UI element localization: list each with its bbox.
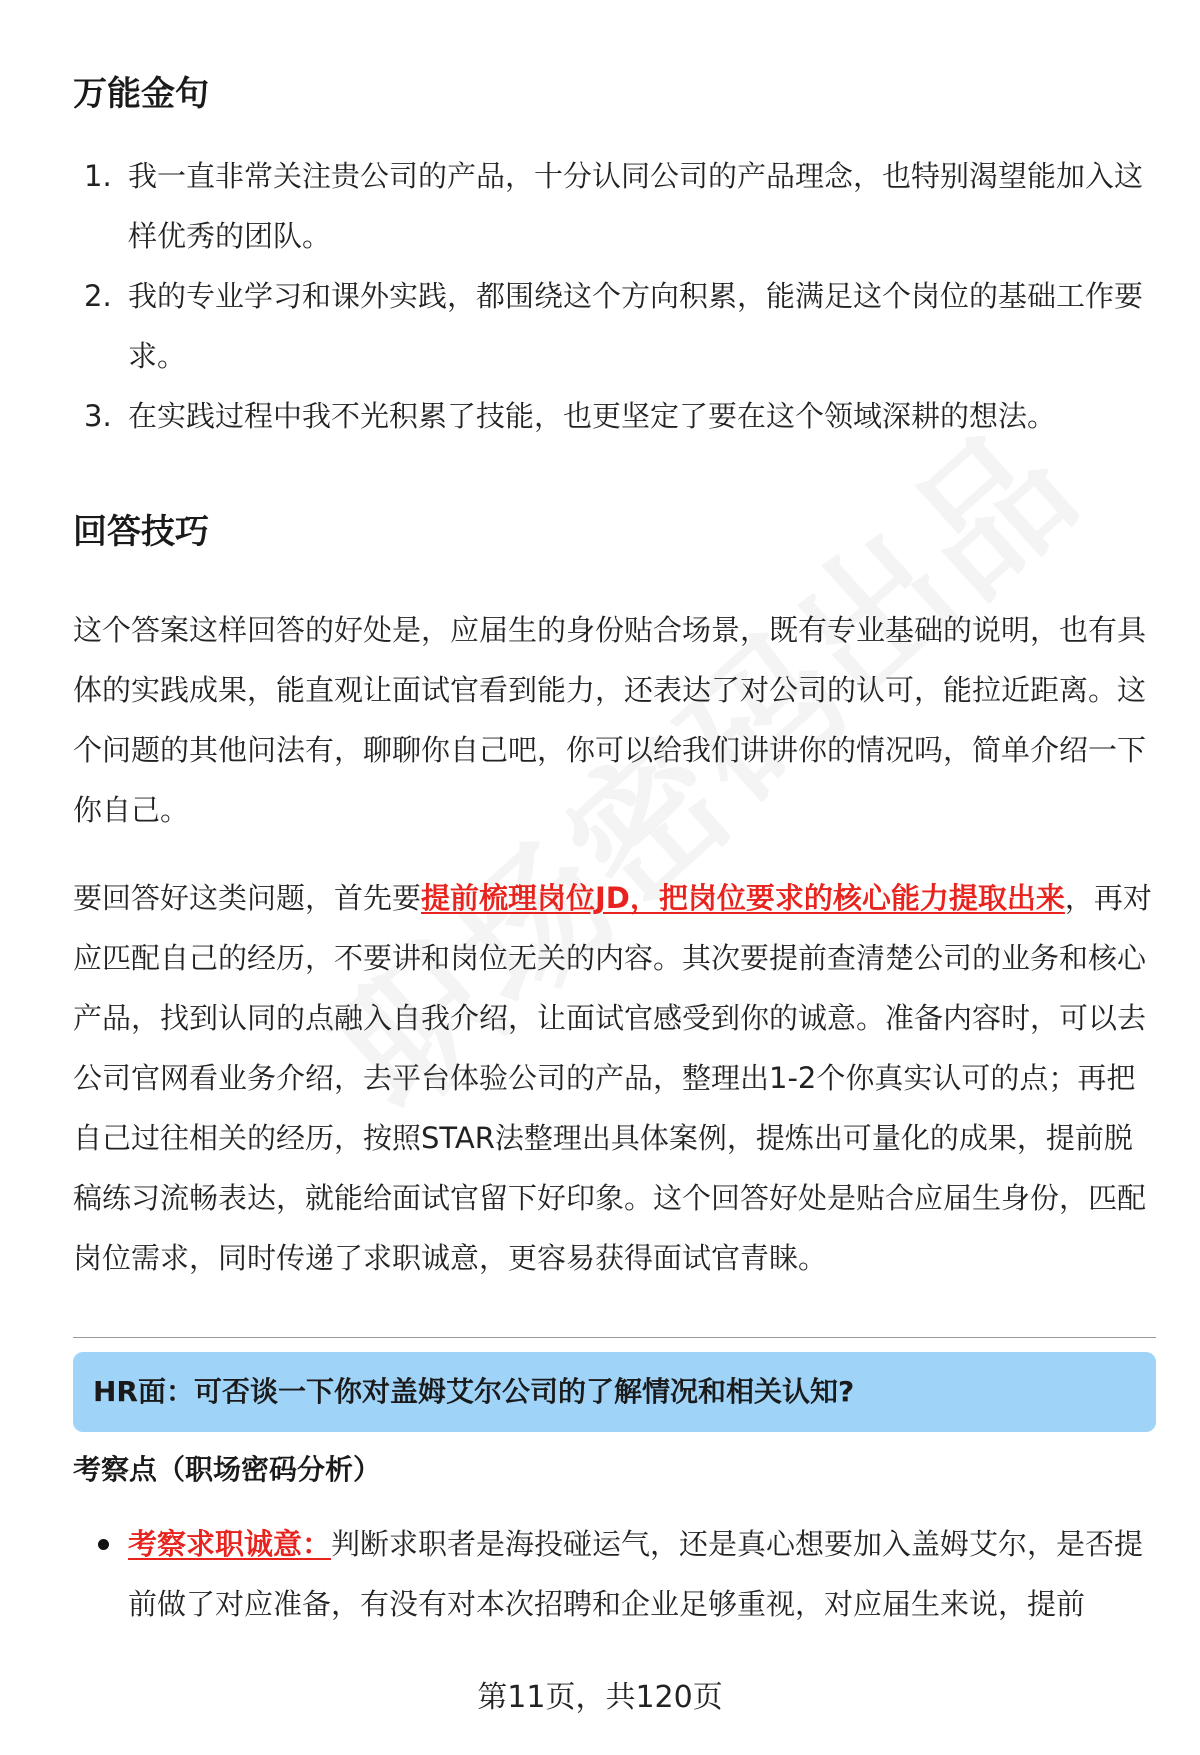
page-footer: 第11页，共120页	[477, 1680, 723, 1715]
question-text: HR面：可否谈一下你对盖姆艾尔公司的了解情况和相关认知?	[93, 1375, 855, 1408]
tips-paragraph-2	[73, 868, 1153, 1288]
paragraph-text: ，再对应匹配自己的经历，不要讲和岗位无关的内容。其次要提前查清楚公司的业务和核心产品，找到认同的点融入自我介绍，让面试官感受到你的诚意。准备内容时，可以去公司官网看业务介绍，去平台体验公司的产品，整理出1-2个你真实认可的点；再把自己过往相关的经历，按照STAR法整理出具体案例，提炼出可量化的成果，提前脱稿练习流畅表达，就能给面试官留下好印象。这个回答好处是贴合应届生身份，匹配岗位需求，同时传递了求职诚意，更容易获得面试官青睐。	[73, 881, 1152, 1275]
list-item	[84, 266, 1144, 386]
divider	[73, 1337, 1156, 1338]
analysis-title: 考察点（职场密码分析）	[73, 1453, 382, 1486]
bullet-text: 判断求职者是海投碰运气，还是真心想要加入盖姆艾尔，是否提前做了对应准备，有没有对本次招聘和企业足够重视，对应届生来说，提前	[128, 1527, 1144, 1621]
highlight-text: 提前梳理岗位JD，把岗位要求的核心能力提取出来	[421, 881, 1065, 915]
list-item-text: 我的专业学习和课外实践，都围绕这个方向积累，能满足这个岗位的基础工作要求。	[128, 279, 1144, 373]
list-item	[84, 146, 1144, 266]
tips-paragraph-1: 这个答案这样回答的好处是，应届生的身份贴合场景，既有专业基础的说明，也有具体的实践成果，能直观让面试官看到能力，还表达了对公司的认可，能拉近距离。这个问题的其他问法有，聊聊你自己吧，你可以给我们讲讲你的情况吗，简单介绍一下你自己。	[73, 613, 1147, 827]
list-item	[96, 1514, 1156, 1634]
bullet-label: 考察求职诚意：	[128, 1527, 332, 1561]
list-number: 1.	[84, 159, 112, 193]
golden-sentence-list	[84, 146, 1144, 446]
analysis-list	[96, 1514, 1156, 1634]
paragraph-text: 要回答好这类问题，首先要	[73, 881, 422, 915]
list-item-text: 在实践过程中我不光积累了技能，也更坚定了要在这个领域深耕的想法。	[128, 399, 1057, 433]
list-item	[84, 386, 1144, 446]
bullet-icon	[98, 1539, 109, 1550]
question-banner	[73, 1352, 1156, 1432]
list-item-text: 我一直非常关注贵公司的产品，十分认同公司的产品理念，也特别渴望能加入这样优秀的团队。	[128, 159, 1144, 253]
section-title-golden: 万能金句	[73, 74, 209, 114]
list-number: 3.	[84, 399, 112, 433]
list-number: 2.	[84, 279, 112, 313]
section-title-tips: 回答技巧	[73, 512, 209, 552]
